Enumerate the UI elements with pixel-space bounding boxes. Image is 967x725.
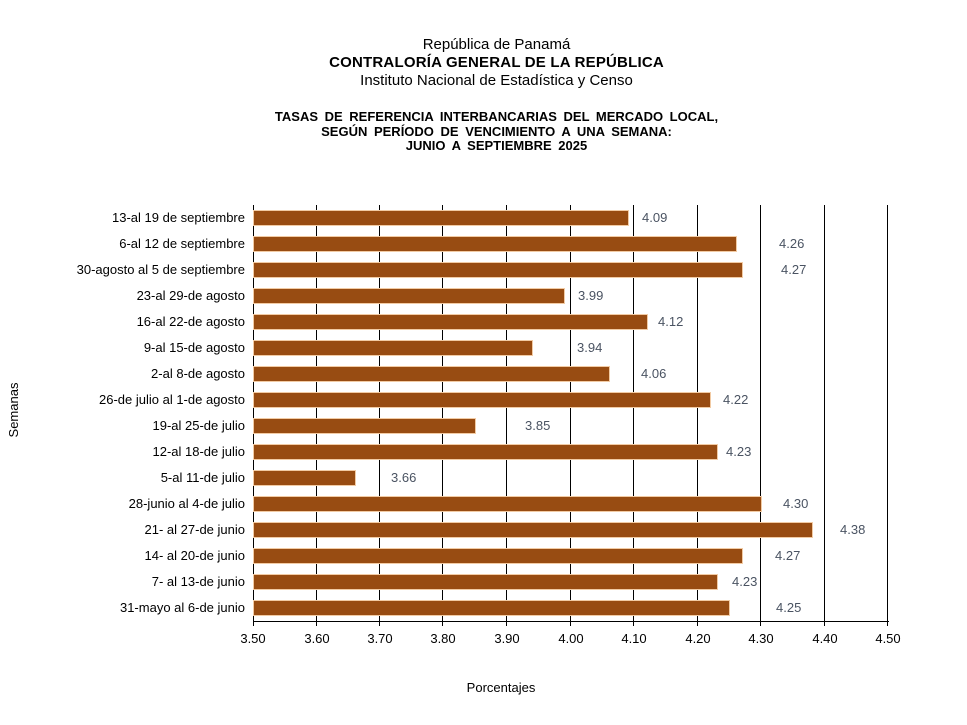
x-axis-tick: [570, 622, 571, 626]
bar: [253, 522, 813, 538]
org-country: República de Panamá: [422, 36, 571, 53]
x-axis-tick: [253, 622, 254, 626]
category-label: 28-junio al 4-de julio: [128, 496, 245, 511]
bar-value-label: 4.06: [641, 366, 667, 381]
x-tick-label: 3.80: [430, 631, 456, 646]
bar: [253, 418, 476, 434]
bar-value-label: 3.66: [391, 470, 417, 485]
bar-value-label: 3.85: [525, 418, 551, 433]
plot-area: [253, 205, 888, 621]
bar: [253, 366, 610, 382]
category-label: 9-al 15-de agosto: [143, 340, 245, 355]
category-label: 31-mayo al 6-de junio: [119, 600, 245, 615]
bar-value-label: 4.23: [726, 444, 752, 459]
x-tick-label: 4.40: [812, 631, 838, 646]
bar-value-label: 4.38: [840, 522, 866, 537]
category-label: 14- al 20-de junio: [144, 548, 245, 563]
bar: [253, 444, 718, 460]
category-label: 12-al 18-de julio: [152, 444, 245, 459]
x-axis-tick: [506, 622, 507, 626]
x-axis-tick: [824, 622, 825, 626]
bar-value-label: 4.09: [642, 210, 668, 225]
category-label: 2-al 8-de agosto: [151, 366, 245, 381]
x-tick-label: 4.30: [748, 631, 774, 646]
bar: [253, 496, 762, 512]
category-label: 19-al 25-de julio: [152, 418, 245, 433]
category-label: 5-al 11-de julio: [160, 470, 245, 485]
category-label: 13-al 19 de septiembre: [112, 210, 245, 225]
category-label: 26-de julio al 1-de agosto: [99, 392, 245, 407]
category-label: 23-al 29-de agosto: [136, 288, 245, 303]
x-axis-tick: [760, 622, 761, 626]
category-label: 7- al 13-de junio: [151, 574, 245, 589]
org-name: CONTRALORÍA GENERAL DE LA REPÚBLICA: [329, 54, 664, 71]
bar-value-label: 3.99: [578, 288, 604, 303]
bar: [253, 236, 737, 252]
category-label: 21- al 27-de junio: [144, 522, 245, 537]
bar-value-label: 4.27: [781, 262, 807, 277]
category-axis-labels: [0, 205, 245, 621]
x-axis-title: Porcentajes: [466, 680, 536, 695]
chart-title-line-3: JUNIO A SEPTIEMBRE 2025: [405, 138, 588, 153]
bar: [253, 262, 743, 278]
bar: [253, 392, 711, 408]
category-label: 6-al 12 de septiembre: [119, 236, 245, 251]
chart-title-line-1: TASAS DE REFERENCIA INTERBANCARIAS DEL MERCADO LOCAL,: [274, 109, 719, 124]
bar-value-label: 4.25: [776, 600, 802, 615]
x-tick-label: 4.20: [685, 631, 711, 646]
bar-value-label: 4.22: [723, 392, 749, 407]
bar-value-label: 4.26: [779, 236, 805, 251]
x-tick-label: 3.90: [494, 631, 520, 646]
x-axis-tick: [697, 622, 698, 626]
bar-value-label: 3.94: [577, 340, 603, 355]
bar: [253, 574, 718, 590]
x-axis-tick: [316, 622, 317, 626]
bar-value-label: 4.12: [658, 314, 684, 329]
x-tick-label: 3.60: [304, 631, 330, 646]
gridline: [824, 205, 825, 621]
org-institute: Instituto Nacional de Estadística y Censo: [360, 72, 633, 89]
x-axis-tick: [633, 622, 634, 626]
y-axis-title: Semanas: [6, 382, 21, 438]
bar: [253, 210, 629, 226]
x-axis-tick: [442, 622, 443, 626]
gridline: [887, 205, 888, 621]
bar: [253, 314, 648, 330]
bar: [253, 600, 730, 616]
x-tick-label: 4.00: [558, 631, 584, 646]
x-tick-label: 3.50: [240, 631, 266, 646]
x-tick-label: 3.70: [367, 631, 393, 646]
bar-value-label: 4.30: [783, 496, 809, 511]
x-axis-line: [253, 621, 889, 622]
x-axis-tick: [887, 622, 888, 626]
gridline: [760, 205, 761, 621]
x-tick-label: 4.50: [875, 631, 901, 646]
bar: [253, 470, 356, 486]
x-axis-tick: [379, 622, 380, 626]
bar: [253, 340, 533, 356]
x-tick-label: 4.10: [621, 631, 647, 646]
bar-value-label: 4.23: [732, 574, 758, 589]
bar: [253, 288, 565, 304]
bar: [253, 548, 743, 564]
chart-title-line-2: SEGÚN PERÍODO DE VENCIMIENTO A UNA SEMANA:: [321, 123, 672, 139]
category-label: 16-al 22-de agosto: [136, 314, 245, 329]
bar-value-label: 4.27: [775, 548, 801, 563]
category-label: 30-agosto al 5 de septiembre: [76, 262, 245, 277]
